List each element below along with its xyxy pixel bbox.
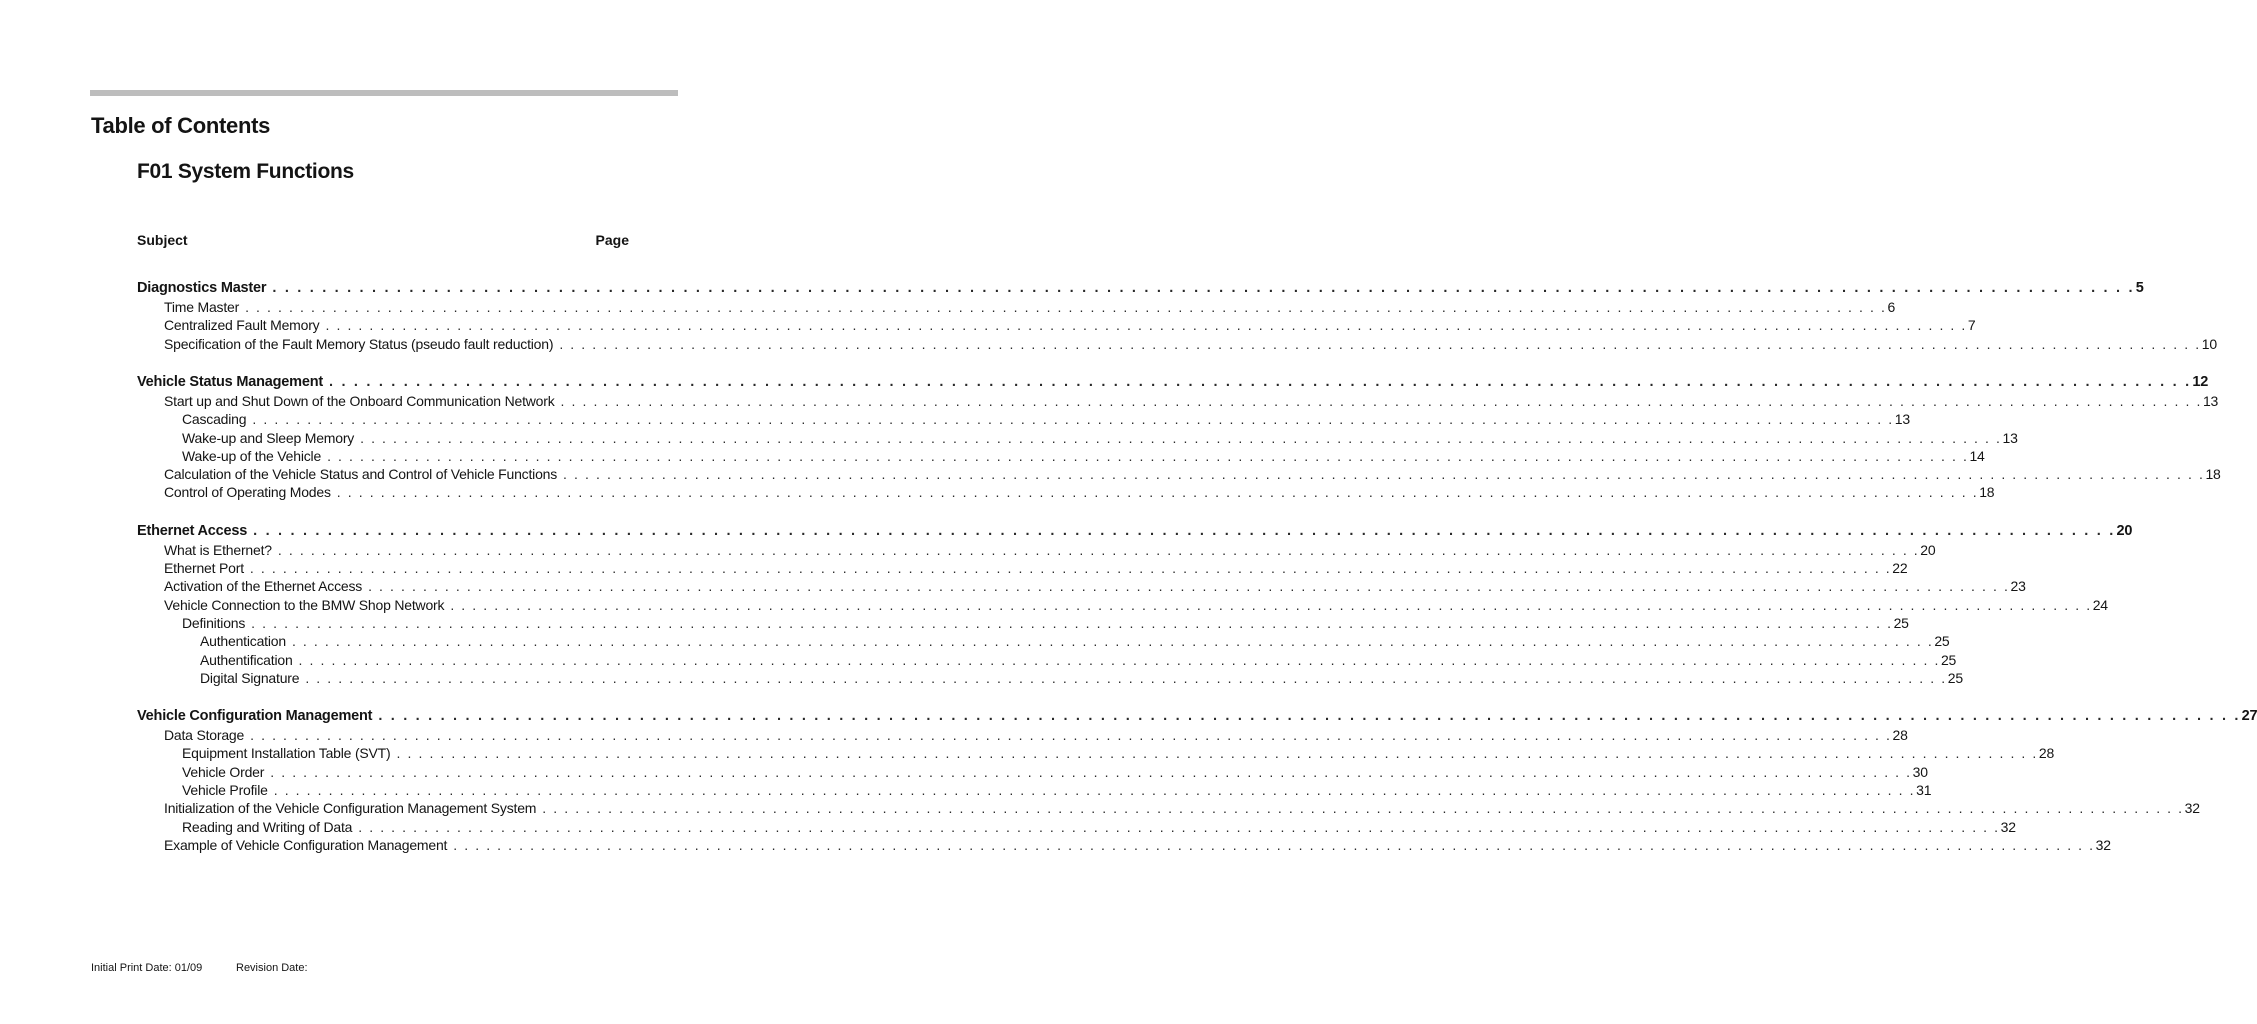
toc-entry: [164, 836, 2111, 854]
toc-entry-title: Data Storage: [164, 727, 245, 744]
toc-entry-page: 6: [1887, 299, 1896, 315]
toc-entry: [164, 541, 1936, 559]
toc-entry-title: Wake-up and Sleep Memory: [182, 429, 355, 446]
toc-entry-title: Wake-up of the Vehicle: [182, 447, 322, 464]
toc-section-entry: [137, 707, 2257, 725]
toc-entry: [200, 669, 1963, 687]
toc-entry-title: Vehicle Configuration Management: [137, 708, 373, 725]
toc-dot-leader: . . . . . . . . . . . . . . . . . . . . . . . . . . . . . . . . . . . . . . . . . . . . . . . . . . . . . . . . . . . . . . . . . . . . . . . . . . . . . . . . . . . . . . . . . . . . . . . . . . . . . . . . . . . . . . . . . . . . . . . . . . . . . . . . . . . . . . . . . . . . . . . . . . . . . .: [305, 669, 1947, 686]
toc-entry: [200, 632, 1950, 650]
document-title: Table of Contents: [91, 113, 271, 138]
toc-entry-page: 7: [1967, 317, 1976, 334]
toc-entry: [164, 335, 2217, 353]
toc-entry-title: Authentication: [200, 633, 286, 650]
toc-dot-leader: . . . . . . . . . . . . . . . . . . . . . . . . . . . . . . . . . . . . . . . . . . . . . . . . . . . . . . . . . . . . . . . . . . . . . . . . . . . . . . . . . . . . . . . . . . . . . . . . . . . . . . . . . . . . . . . . . . . . . . . . . . . . . . . . . . . . . . . . . . . . . . . . . . . . . .: [291, 633, 1934, 650]
toc-entry-page: 13: [1894, 411, 1910, 428]
toc-dot-leader: . . . . . . . . . . . . . . . . . . . . . . . . . . . . . . . . . . . . . . . . . . . . . . . . . . . . . . . . . . . . . . . . . . . . . . . . . . . . . . . . . . . . . . . . . . . . . . . . . . . . . . . . . . . . . . . . . . . . . . . . . . . . . . . . . . . . . . . . . . . . . . . . . . . . . .: [250, 727, 1892, 744]
toc-entry-page: 28: [1892, 727, 1908, 744]
toc-entry-page: 23: [2010, 578, 2026, 595]
toc-dot-leader: . . . . . . . . . . . . . . . . . . . . . . . . . . . . . . . . . . . . . . . . . . . . . . . . . . . . . . . . . . . . . . . . . . . . . . . . . . . . . . . . . . . . . . . . . . . . . . . . . . . . . . . . . . . . . . . . . . . . . . . . . . . . . . . . . . . . . . . . . . . . . . . . . . . . . .: [328, 373, 2192, 390]
toc-entry-page: 22: [1892, 560, 1908, 576]
toc-entry-title: Vehicle Connection to the BMW Shop Network: [164, 596, 445, 613]
toc-dot-leader: . . . . . . . . . . . . . . . . . . . . . . . . . . . . . . . . . . . . . . . . . . . . . . . . . . . . . . . . . . . . . . . . . . . . . . . . . . . . . . . . . . . . . . . . . . . . . . . . . . . . . . . . . . . . . . . . . . . . . . . . . . . . . . . . . . . . . . . . . . . . . . . . . . . . . .: [453, 836, 2095, 853]
toc-entry-page: 27: [2241, 708, 2257, 725]
toc-entry-title: Vehicle Status Management: [137, 373, 323, 390]
toc-dot-leader: . . . . . . . . . . . . . . . . . . . . . . . . . . . . . . . . . . . . . . . . . . . . . . . . . . . . . . . . . . . . . . . . . . . . . . . . . . . . . . . . . . . . . . . . . . . . . . . . . . . . . . . . . . . . . . . . . . . . . . . . . . . . . . . . . . . . . . . . . . . . . . . . . . . . . .: [298, 651, 1940, 668]
toc-entry: [164, 726, 1908, 744]
toc-entry-title: Centralized Fault Memory: [164, 317, 320, 334]
toc-entry: [164, 799, 2200, 817]
toc-entry-page: 13: [2002, 429, 2018, 446]
toc-dot-leader: . . . . . . . . . . . . . . . . . . . . . . . . . . . . . . . . . . . . . . . . . . . . . . . . . . . . . . . . . . . . . . . . . . . . . . . . . . . . . . . . . . . . . . . . . . . . . . . . . . . . . . . . . . . . . . . . . . . . . . . . . . . . . . . . . . . . . . . . . . . . . . . . . . . . . .: [542, 800, 2184, 817]
toc-dot-leader: . . . . . . . . . . . . . . . . . . . . . . . . . . . . . . . . . . . . . . . . . . . . . . . . . . . . . . . . . . . . . . . . . . . . . . . . . . . . . . . . . . . . . . . . . . . . . . . . . . . . . . . . . . . . . . . . . . . . . . . . . . . . . . . . . . . . . . . . . . . . . . . . . . . . . .: [270, 763, 1912, 780]
toc-dot-leader: . . . . . . . . . . . . . . . . . . . . . . . . . . . . . . . . . . . . . . . . . . . . . . . . . . . . . . . . . . . . . . . . . . . . . . . . . . . . . . . . . . . . . . . . . . . . . . . . . . . . . . . . . . . . . . . . . . . . . . . . . . . . . . . . . . . . . . . . . . . . . . . . . . . . . .: [563, 466, 2205, 483]
toc-entry-page: 10: [2201, 335, 2217, 352]
toc-dot-leader: . . . . . . . . . . . . . . . . . . . . . . . . . . . . . . . . . . . . . . . . . . . . . . . . . . . . . . . . . . . . . . . . . . . . . . . . . . . . . . . . . . . . . . . . . . . . . . . . . . . . . . . . . . . . . . . . . . . . . . . . . . . . . . . . . . . . . . . . . . . . . . . . . . . . . .: [559, 335, 2201, 352]
toc-entry-page: 32: [2000, 818, 2016, 835]
toc-dot-leader: . . . . . . . . . . . . . . . . . . . . . . . . . . . . . . . . . . . . . . . . . . . . . . . . . . . . . . . . . . . . . . . . . . . . . . . . . . . . . . . . . . . . . . . . . . . . . . . . . . . . . . . . . . . . . . . . . . . . . . . . . . . . . . . . . . . . . . . . . . . . . . . . . . . . . .: [450, 596, 2092, 613]
toc-entry-page: 18: [2205, 466, 2221, 483]
toc-entry: [164, 465, 2221, 483]
toc-dot-leader: . . . . . . . . . . . . . . . . . . . . . . . . . . . . . . . . . . . . . . . . . . . . . . . . . . . . . . . . . . . . . . . . . . . . . . . . . . . . . . . . . . . . . . . . . . . . . . . . . . . . . . . . . . . . . . . . . . . . . . . . . . . . . . . . . . . . . . . . . . . . . . . . . . . . . .: [368, 578, 2010, 595]
toc-dot-leader: . . . . . . . . . . . . . . . . . . . . . . . . . . . . . . . . . . . . . . . . . . . . . . . . . . . . . . . . . . . . . . . . . . . . . . . . . . . . . . . . . . . . . . . . . . . . . . . . . . . . . . . . . . . . . . . . . . . . . . . . . . . . . . . . . . . . . . . . . . . . . . . . . . . . . .: [358, 818, 2000, 835]
toc-entry: [164, 392, 2219, 410]
toc-dot-leader: . . . . . . . . . . . . . . . . . . . . . . . . . . . . . . . . . . . . . . . . . . . . . . . . . . . . . . . . . . . . . . . . . . . . . . . . . . . . . . . . . . . . . . . . . . . . . . . . . . . . . . . . . . . . . . . . . . . . . . . . . . . . . . . . . . . . . . . . . . . . . . . . . . . . . .: [273, 782, 1916, 798]
toc-entry-page: 25: [1934, 633, 1950, 650]
toc-dot-leader: . . . . . . . . . . . . . . . . . . . . . . . . . . . . . . . . . . . . . . . . . . . . . . . . . . . . . . . . . . . . . . . . . . . . . . . . . . . . . . . . . . . . . . . . . . . . . . . . . . . . . . . . . . . . . . . . . . . . . . . . . . . . . . . . . . . . . . . . . . . . . . . . . . . . . .: [325, 317, 1967, 334]
toc-entry: [182, 429, 2018, 447]
toc-entry-title: Start up and Shut Down of the Onboard Communication Network: [164, 392, 555, 409]
toc-entry-title: Vehicle Profile: [182, 782, 268, 798]
toc-entry-title: Initialization of the Vehicle Configuration Management System: [164, 800, 537, 817]
toc-entry: [164, 316, 1976, 334]
toc-entry-title: Equipment Installation Table (SVT): [182, 745, 391, 762]
toc-entry-page: 32: [2095, 836, 2111, 853]
footer-revision-date: Revision Date:: [236, 962, 308, 974]
toc-entry-page: 12: [2192, 373, 2209, 390]
toc-entry: [164, 577, 2026, 595]
toc-entry-page: 25: [1940, 651, 1957, 668]
footer-initial-print-date: Initial Print Date: 01/09: [91, 962, 203, 974]
toc-entry-title: Specification of the Fault Memory Status (pseudo fault reduction): [164, 335, 554, 352]
toc-entry-title: Time Master: [164, 299, 240, 315]
header-rule: [90, 90, 678, 96]
toc-dot-leader: . . . . . . . . . . . . . . . . . . . . . . . . . . . . . . . . . . . . . . . . . . . . . . . . . . . . . . . . . . . . . . . . . . . . . . . . . . . . . . . . . . . . . . . . . . . . . . . . . . . . . . . . . . . . . . . . . . . . . . . . . . . . . . . . . . . . . . . . . . . . . . . . . . . . . .: [272, 280, 2135, 296]
toc-entry-page: 24: [2092, 596, 2108, 613]
toc-entry-page: 30: [1912, 763, 1928, 780]
toc-entry: [164, 596, 2108, 614]
toc-entry-page: 31: [1916, 782, 1932, 798]
toc-entry-title: Example of Vehicle Configuration Management: [164, 836, 448, 853]
toc-entry: [182, 410, 1910, 428]
toc-entry: [182, 614, 1909, 632]
toc-entry-page: 14: [1969, 447, 1985, 464]
column-header-subject: Subject: [137, 232, 188, 248]
toc-entry-page: 28: [2038, 745, 2055, 762]
toc-entry: [182, 447, 1985, 465]
toc-entry-title: Activation of the Ethernet Access: [164, 578, 363, 595]
toc-dot-leader: . . . . . . . . . . . . . . . . . . . . . . . . . . . . . . . . . . . . . . . . . . . . . . . . . . . . . . . . . . . . . . . . . . . . . . . . . . . . . . . . . . . . . . . . . . . . . . . . . . . . . . . . . . . . . . . . . . . . . . . . . . . . . . . . . . . . . . . . . . . . . . . . . . . . . .: [327, 447, 1969, 464]
toc-dot-leader: . . . . . . . . . . . . . . . . . . . . . . . . . . . . . . . . . . . . . . . . . . . . . . . . . . . . . . . . . . . . . . . . . . . . . . . . . . . . . . . . . . . . . . . . . . . . . . . . . . . . . . . . . . . . . . . . . . . . . . . . . . . . . . . . . . . . . . . . . . . . . . . . . . . . . .: [252, 411, 1894, 428]
toc-entry-title: Digital Signature: [200, 669, 300, 686]
toc-entry-title: Ethernet Access: [137, 522, 248, 539]
toc-entry: [200, 651, 1957, 669]
toc-entry-page: 20: [1920, 541, 1936, 558]
toc-dot-leader: . . . . . . . . . . . . . . . . . . . . . . . . . . . . . . . . . . . . . . . . . . . . . . . . . . . . . . . . . . . . . . . . . . . . . . . . . . . . . . . . . . . . . . . . . . . . . . . . . . . . . . . . . . . . . . . . . . . . . . . . . . . . . . . . . . . . . . . . . . . . . . . . . . . . . .: [251, 614, 1893, 631]
toc-dot-leader: . . . . . . . . . . . . . . . . . . . . . . . . . . . . . . . . . . . . . . . . . . . . . . . . . . . . . . . . . . . . . . . . . . . . . . . . . . . . . . . . . . . . . . . . . . . . . . . . . . . . . . . . . . . . . . . . . . . . . . . . . . . . . . . . . . . . . . . . . . . . . . . . . . . . . .: [249, 560, 1892, 576]
toc-entry-page: 32: [2184, 800, 2200, 817]
toc-dot-leader: . . . . . . . . . . . . . . . . . . . . . . . . . . . . . . . . . . . . . . . . . . . . . . . . . . . . . . . . . . . . . . . . . . . . . . . . . . . . . . . . . . . . . . . . . . . . . . . . . . . . . . . . . . . . . . . . . . . . . . . . . . . . . . . . . . . . . . . . . . . . . . . . . . . . . .: [253, 522, 2116, 539]
toc-entry-title: What is Ethernet?: [164, 541, 272, 558]
toc-entry-title: Definitions: [182, 614, 246, 631]
section-title: F01 System Functions: [137, 160, 354, 183]
toc-entry-page: 13: [2202, 392, 2219, 409]
toc-entry-title: Reading and Writing of Data: [182, 818, 353, 835]
toc-dot-leader: . . . . . . . . . . . . . . . . . . . . . . . . . . . . . . . . . . . . . . . . . . . . . . . . . . . . . . . . . . . . . . . . . . . . . . . . . . . . . . . . . . . . . . . . . . . . . . . . . . . . . . . . . . . . . . . . . . . . . . . . . . . . . . . . . . . . . . . . . . . . . . . . . . . . . .: [277, 541, 1920, 558]
toc-entry-page: 18: [1979, 484, 1995, 501]
toc-entry: [164, 559, 1908, 577]
toc-entry-title: Diagnostics Master: [137, 280, 267, 296]
toc-section-entry: [137, 279, 2144, 297]
toc-dot-leader: . . . . . . . . . . . . . . . . . . . . . . . . . . . . . . . . . . . . . . . . . . . . . . . . . . . . . . . . . . . . . . . . . . . . . . . . . . . . . . . . . . . . . . . . . . . . . . . . . . . . . . . . . . . . . . . . . . . . . . . . . . . . . . . . . . . . . . . . . . . . . . . . . . . . . .: [245, 299, 1887, 315]
toc-entry-page: 25: [1947, 669, 1963, 686]
toc-dot-leader: . . . . . . . . . . . . . . . . . . . . . . . . . . . . . . . . . . . . . . . . . . . . . . . . . . . . . . . . . . . . . . . . . . . . . . . . . . . . . . . . . . . . . . . . . . . . . . . . . . . . . . . . . . . . . . . . . . . . . . . . . . . . . . . . . . . . . . . . . . . . . . . . . . . . . .: [336, 484, 1979, 501]
toc-entry-title: Calculation of the Vehicle Status and Control of Vehicle Functions: [164, 466, 558, 483]
toc-dot-leader: . . . . . . . . . . . . . . . . . . . . . . . . . . . . . . . . . . . . . . . . . . . . . . . . . . . . . . . . . . . . . . . . . . . . . . . . . . . . . . . . . . . . . . . . . . . . . . . . . . . . . . . . . . . . . . . . . . . . . . . . . . . . . . . . . . . . . . . . . . . . . . . . . . . . . .: [396, 745, 2038, 762]
toc-entry: [164, 483, 1995, 501]
toc-section-entry: [137, 522, 2133, 540]
toc-entry-page: 20: [2116, 522, 2133, 539]
toc-entry-title: Control of Operating Modes: [164, 484, 331, 501]
toc-entry-title: Cascading: [182, 411, 247, 428]
column-header-page: Page: [595, 232, 629, 248]
toc-entry: [182, 781, 1932, 799]
toc-entry-page: 25: [1893, 614, 1909, 631]
toc-entry: [182, 744, 2055, 762]
toc-dot-leader: . . . . . . . . . . . . . . . . . . . . . . . . . . . . . . . . . . . . . . . . . . . . . . . . . . . . . . . . . . . . . . . . . . . . . . . . . . . . . . . . . . . . . . . . . . . . . . . . . . . . . . . . . . . . . . . . . . . . . . . . . . . . . . . . . . . . . . . . . . . . . . . . . . . . . .: [560, 392, 2202, 409]
toc-entry: [164, 298, 1896, 316]
toc-entry-title: Authentification: [200, 651, 293, 668]
toc-entry-title: Vehicle Order: [182, 763, 265, 780]
toc-dot-leader: . . . . . . . . . . . . . . . . . . . . . . . . . . . . . . . . . . . . . . . . . . . . . . . . . . . . . . . . . . . . . . . . . . . . . . . . . . . . . . . . . . . . . . . . . . . . . . . . . . . . . . . . . . . . . . . . . . . . . . . . . . . . . . . . . . . . . . . . . . . . . . . . . . . . . .: [378, 708, 2241, 725]
toc-section-entry: [137, 373, 2209, 391]
toc-entry: [182, 763, 1928, 781]
toc-entry: [182, 818, 2016, 836]
toc-entry-title: Ethernet Port: [164, 560, 244, 576]
toc-entry-page: 5: [2135, 280, 2144, 296]
toc-dot-leader: . . . . . . . . . . . . . . . . . . . . . . . . . . . . . . . . . . . . . . . . . . . . . . . . . . . . . . . . . . . . . . . . . . . . . . . . . . . . . . . . . . . . . . . . . . . . . . . . . . . . . . . . . . . . . . . . . . . . . . . . . . . . . . . . . . . . . . . . . . . . . . . . . . . . . .: [360, 429, 2002, 446]
